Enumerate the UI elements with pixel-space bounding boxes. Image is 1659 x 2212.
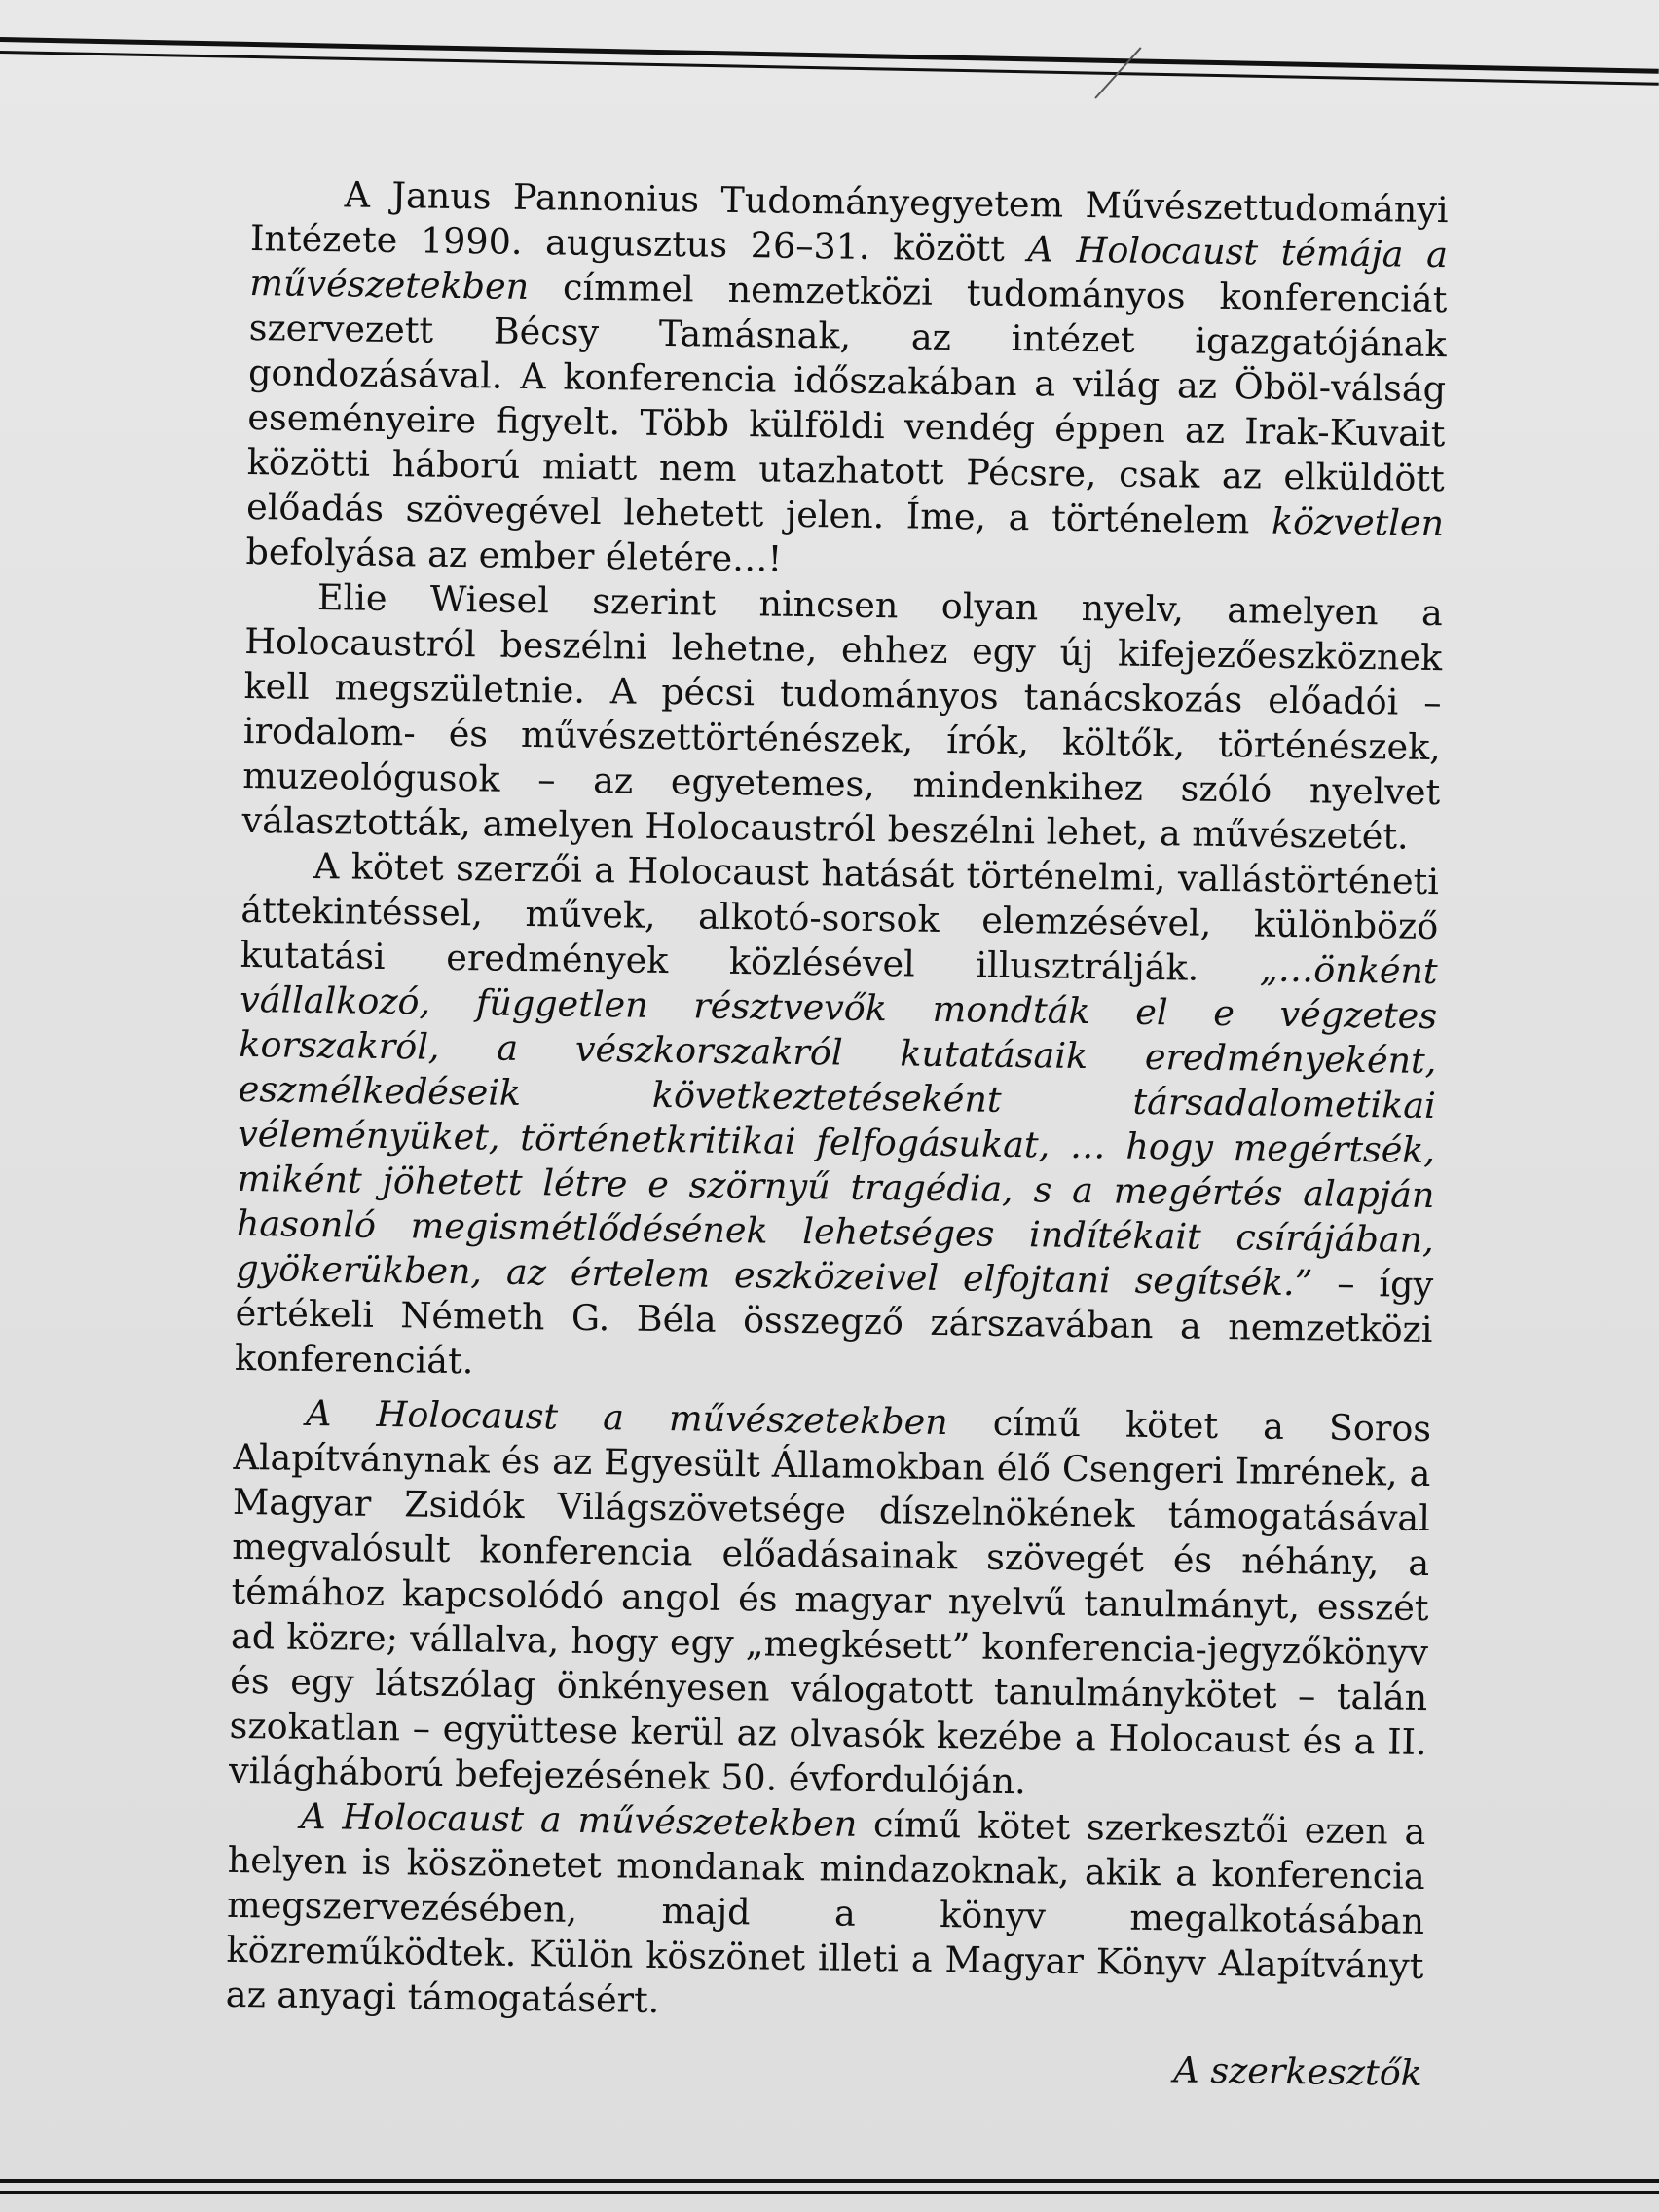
p3-run-2-italic-quote: „…önként vállalkozó, független résztvevők mondták el e végzetes korszakról, a vészkorszakról kutatásaik eredményeként, eszmélkedéseik következtetéseként társadalometikai véleményüket, történetkritikai felfogásukat, … hogy megértsék, miként jöhetett létre e szörnyű tragédia, s a megértés alapján hasonló megismétlődésének lehetséges indítékait csírájában, gyökerükben, az értelem eszközeivel elfojtani segítsék.” — [235, 947, 1438, 1305]
paragraph-3 — [235, 843, 1440, 1397]
preface-text — [225, 171, 1449, 2096]
p1-run-4-italic: közvetlen — [1271, 499, 1445, 545]
p3-run-3: – így értékeli Németh G. Béla összegző zárszavában a nemzetközi konferenciát. — [234, 1262, 1434, 1382]
bottom-rule-thin — [0, 2191, 1659, 2194]
p4-run-2: című kötet a Soros Alapítványnak és az Egyesült Államokban élő Csengeri Imrének, a Magyar Zsidók Világszövetsége díszelnökének támogatásával megvalósult konferencia előadásainak szövegét és néhány, a témához kapcsolódó angol és magyar nyelvű tanulmányt, esszét ad közre; vállalva, hogy egy „megkésett” konferencia-jegyzőkönyv és egy látszólag önkényesen válogatott tanulmánykötet – talán szokatlan – együttese kerül az olvasók kezébe a Holocaust és a II. világháború befejezésének 50. évfordulóján. — [228, 1401, 1432, 1803]
p2-run-1: Elie Wiesel szerint nincsen olyan nyelv, amelyen a Holocaustról beszélni lehetne, ehhez egy új kifejezőeszköznek kell megszületnie. A pécsi tudományos tanácskozás előadói – irodalom- és művészettörténészek, írók, költők, történészek, muzeológusok – az egyetemes, mindenkihez szóló nyelvet választották, amelyen Holocaustról beszélni lehet, a művészetét. — [241, 575, 1444, 858]
p1-run-2-italic: A Holocaust témája a művészetekben — [249, 228, 1449, 308]
paragraph-2 — [241, 574, 1443, 860]
p1-run-1: A Janus Pannonius Tudományegyetem Művészettudományi Intézete 1990. augusztus 26–31. között — [249, 173, 1449, 271]
paragraph-4 — [229, 1390, 1432, 1810]
p5-run-2: című kötet szerkesztői ezen a helyen is köszönetet mondanak mindazoknak, akik a konferencia megszervezésében, majd a könyv megalkotásában közreműködtek. Külön köszönet illeti a Magyar Könyv Alapítványt az anyagi támogatásért. — [225, 1802, 1426, 2022]
signature: A szerkesztők — [1173, 2048, 1423, 2094]
paragraph-5 — [226, 1793, 1426, 2034]
p4-run-1-italic: A Holocaust a művészetekben — [305, 1391, 949, 1444]
bottom-rule-thick — [0, 2179, 1659, 2183]
p1-run-3: címmel nemzetközi tudományos konferenciát szervezett Bécsy Tamásnak, az intézet igazgatójának gondozásával. A konferencia időszakában a világ az Öböl-válság eseményeire figyelt. Több külföldi vendég éppen az Irak-Kuvait közötti háború miatt nem utazhatott Pécsre, csak az elküldött előadás szövegével lehetett jelen. Íme, a történelem — [245, 265, 1448, 542]
p1-run-5: befolyása az ember életére…! — [245, 530, 783, 580]
p5-run-1-italic: A Holocaust a művészetekben — [300, 1794, 858, 1845]
p3-run-1: A kötet szerzői a Holocaust hatását történelmi, vallástörténeti áttekintéssel, művek, alkotó-sorsok elemzésével, különböző kutatási eredmények közlésével illusztrálják. — [240, 844, 1440, 990]
paragraph-1 — [245, 171, 1449, 591]
